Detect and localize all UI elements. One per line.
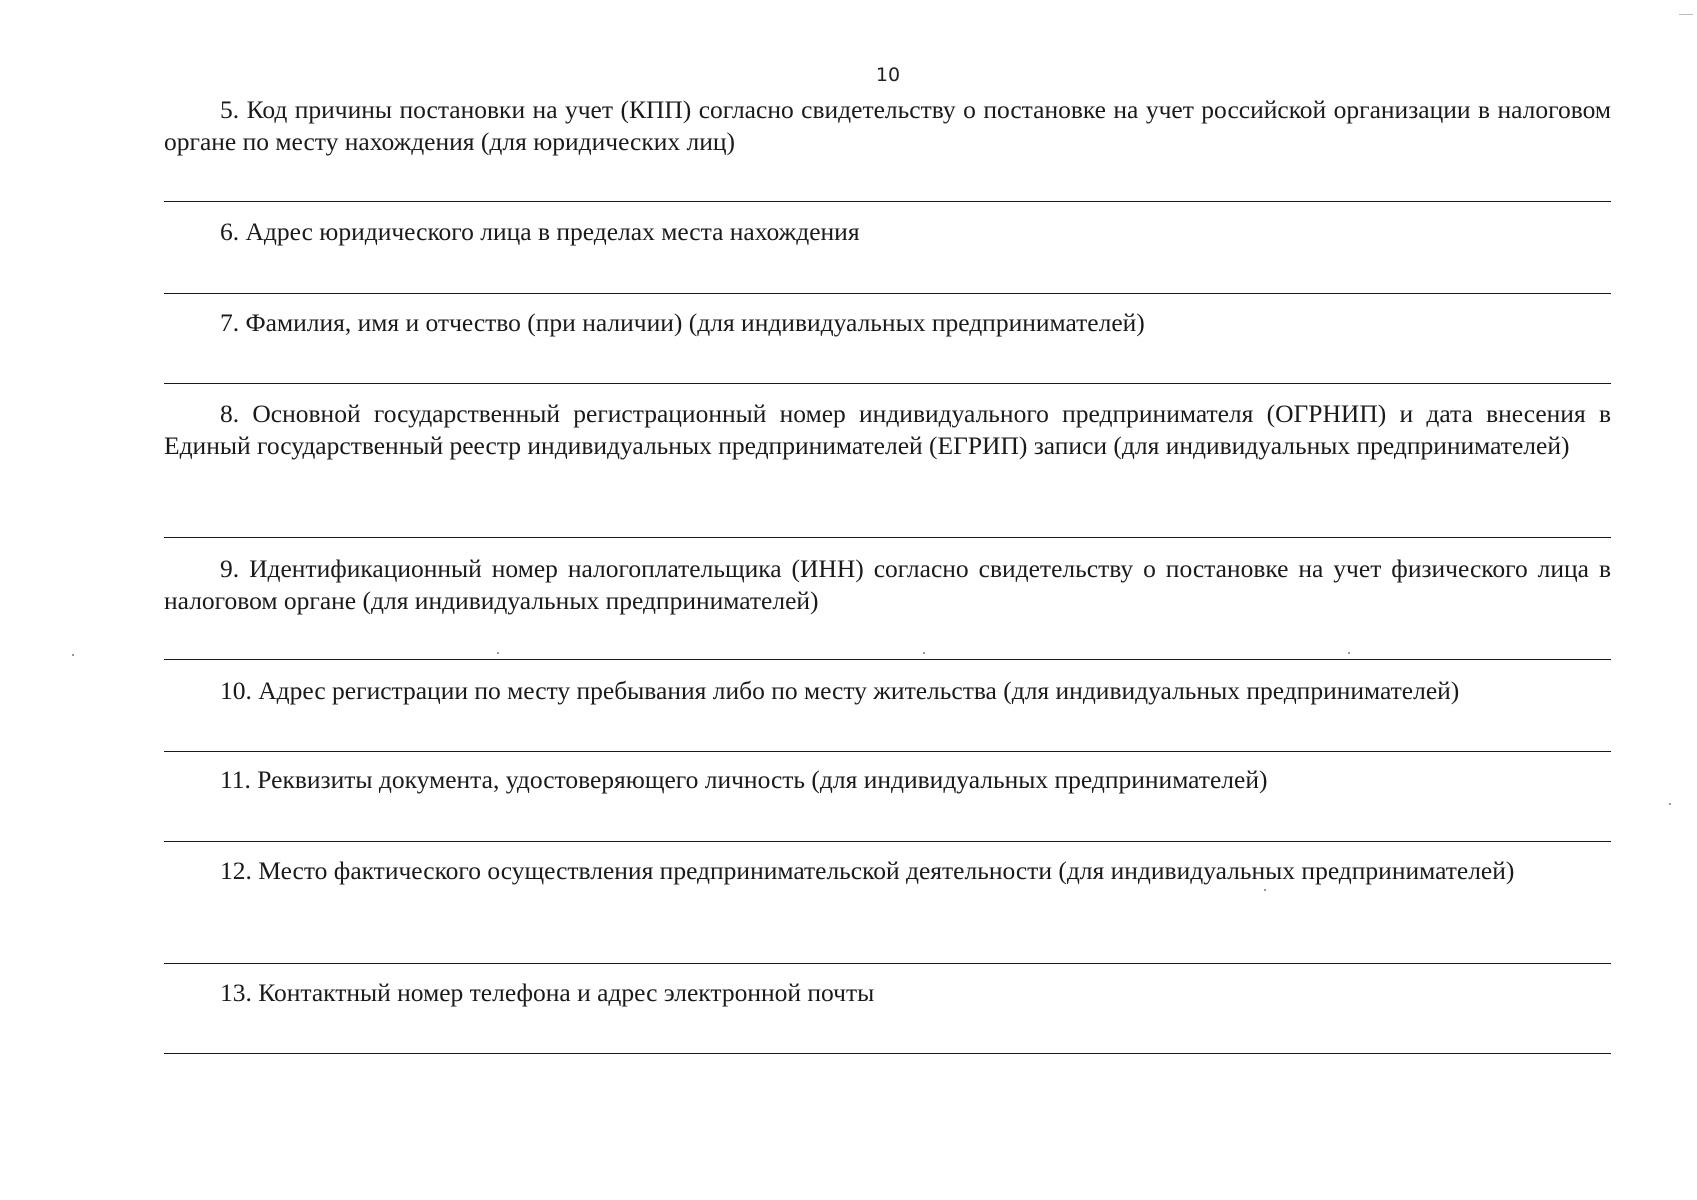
scan-speck [497, 652, 499, 654]
form-item-11 [164, 764, 1611, 796]
form-item-5-text: 5. Код причины постановки на учет (КПП) согласно свидетельству о постановке на учет российской организации в налоговом органе по месту нахождения (для юридических лиц) [164, 95, 1611, 156]
answer-line-8[interactable] [164, 537, 1611, 538]
form-item-6-text: 6. Адрес юридического лица в пределах места нахождения [220, 217, 860, 246]
form-item-7-text: 7. Фамилия, имя и отчество (при наличии) (для индивидуальных предпринимателей) [220, 308, 1145, 337]
answer-line-7[interactable] [164, 383, 1611, 384]
form-item-13-text: 13. Контактный номер телефона и адрес электронной почты [220, 978, 875, 1007]
form-item-5 [164, 94, 1611, 158]
scan-speck [72, 654, 74, 656]
scan-speck [1264, 889, 1266, 891]
form-item-11-text: 11. Реквизиты документа, удостоверяющего личность (для индивидуальных предпринимателей) [220, 765, 1268, 794]
form-item-9 [164, 553, 1611, 617]
answer-line-11[interactable] [164, 841, 1611, 842]
form-item-9-text: 9. Идентификационный номер налогоплательщика (ИНН) согласно свидетельству о постановке на учет физического лица в налоговом органе (для индивидуальных предпринимателей) [164, 554, 1611, 615]
form-item-7 [164, 307, 1611, 339]
answer-line-6[interactable] [164, 293, 1611, 294]
answer-line-12[interactable] [164, 963, 1611, 964]
form-item-6 [164, 216, 1611, 248]
answer-line-13[interactable] [164, 1053, 1611, 1054]
scan-edge-mark [1679, 14, 1693, 15]
form-item-10 [164, 675, 1611, 707]
scan-speck [1348, 652, 1350, 654]
answer-line-5[interactable] [164, 201, 1611, 202]
answer-line-9[interactable] [164, 659, 1611, 660]
form-item-8-text: 8. Основной государственный регистрационный номер индивидуального предпринимателя (ОГРНИП) и дата внесения в Единый государственный реестр индивидуальных предпринимателей (ЕГРИП) записи (для индивидуальных предпринимателей) [164, 399, 1611, 460]
form-item-12 [164, 855, 1611, 887]
answer-line-10[interactable] [164, 751, 1611, 752]
form-item-10-text: 10. Адрес регистрации по месту пребывания либо по месту жительства (для индивидуальных предпринимателей) [220, 676, 1460, 705]
form-item-13 [164, 977, 1611, 1009]
form-item-12-text: 12. Место фактического осуществления предпринимательской деятельности (для индивидуальных предпринимателей) [220, 856, 1515, 885]
form-item-8 [164, 398, 1611, 462]
scan-speck [923, 652, 925, 654]
page-number: 10 [875, 64, 901, 86]
scan-speck [1669, 803, 1671, 805]
